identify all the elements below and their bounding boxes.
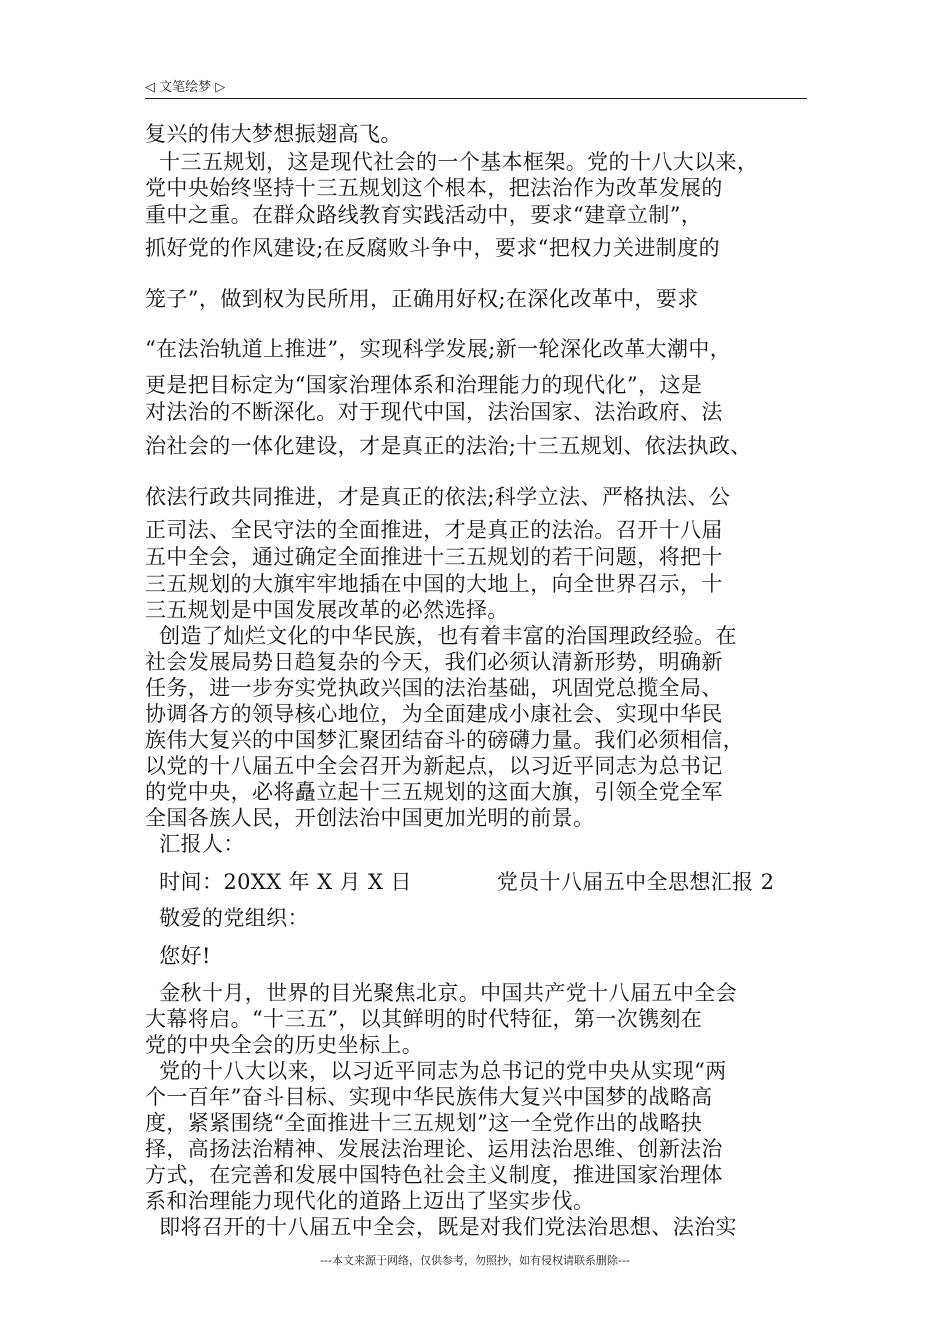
text-line: 方式，在完善和发展中国特色社会主义制度，推进国家治理体 bbox=[145, 1163, 723, 1187]
text-line: 度，紧紧围绕“全面推进十三五规划”这一全党作出的战略抉 bbox=[145, 1111, 703, 1135]
text-line: 择，高扬法治精神、发展法治理论、运用法治思维、创新法治 bbox=[145, 1137, 723, 1161]
text-line: 党中央始终坚持十三五规划这个根本，把法治作为改革发展的 bbox=[145, 176, 723, 200]
text-line: 个一百年”奋斗目标、实现中华民族伟大复兴中国梦的战略高 bbox=[145, 1085, 713, 1109]
text-line: “在法治轨道上推进”，实现科学发展;新一轮深化改革大潮中， bbox=[145, 337, 732, 361]
text-line: 的党中央，必将矗立起十三五规划的这面大旗，引领全党全军 bbox=[145, 780, 723, 804]
text-line: 协调各方的领导核心地位，为全面建成小康社会、实现中华民 bbox=[145, 702, 723, 726]
page-footer: ---本文来源于网络，仅供参考，勿照抄，如有侵权请联系删除--- bbox=[320, 1254, 630, 1267]
text-line: 创造了灿烂文化的中华民族，也有着丰富的治国理政经验。在 bbox=[145, 624, 737, 648]
text-line: 社会发展局势日趋复杂的今天，我们必须认清新形势，明确新 bbox=[145, 650, 723, 674]
text-line: 系和治理能力现代化的道路上迈出了坚实步伐。 bbox=[145, 1189, 595, 1213]
text-line: 三五规划的大旗牢牢地插在中国的大地上，向全世界召示，十 bbox=[145, 572, 723, 596]
text-line: 三五规划是中国发展改革的必然选择。 bbox=[145, 598, 509, 622]
text-line: 复兴的伟大梦想振翅高飞。 bbox=[145, 122, 402, 146]
text-line: 全国各族人民，开创法治中国更加光明的前景。 bbox=[145, 806, 595, 830]
text-line: 您好! bbox=[145, 944, 211, 968]
text-line: 汇报人： bbox=[145, 832, 245, 856]
text-line: 治社会的一体化建设，才是真正的法治;十三五规划、依法执政、 bbox=[145, 434, 752, 458]
header-brand: ◁ 文笔绘梦 ▷ bbox=[145, 80, 226, 95]
text-line: 重中之重。在群众路线教育实践活动中，要求“建章立制”， bbox=[145, 203, 703, 227]
text-line: 抓好党的作风建设;在反腐败斗争中，要求“把权力关进制度的 bbox=[145, 236, 721, 260]
text-line: 十三五规划，这是现代社会的一个基本框架。党的十八大以来， bbox=[145, 150, 759, 174]
text-line: 敬爱的党组织： bbox=[145, 906, 309, 930]
text-line: 即将召开的十八届五中全会，既是对我们党法治思想、法治实 bbox=[145, 1215, 737, 1239]
text-line: 笼子”，做到权为民所用，正确用好权;在深化改革中，要求 bbox=[145, 287, 699, 311]
text-line: 任务，进一步夯实党执政兴国的法治基础，巩固党总揽全局、 bbox=[145, 676, 723, 700]
text-line: 五中全会，通过确定全面推进十三五规划的若干问题，将把十 bbox=[145, 545, 723, 569]
text-line: 党的中央全会的历史坐标上。 bbox=[145, 1033, 424, 1057]
text-line: 以党的十八届五中全会召开为新起点，以习近平同志为总书记 bbox=[145, 754, 723, 778]
page-header bbox=[145, 70, 807, 99]
text-line: 党的十八大以来，以习近平同志为总书记的党中央从实现“两 bbox=[145, 1059, 727, 1083]
text-line: 大幕将启。“十三五”，以其鲜明的时代特征，第一次镌刻在 bbox=[145, 1007, 703, 1031]
text-line: 对法治的不断深化。对于现代中国，法治国家、法治政府、法 bbox=[145, 400, 723, 424]
text-line: 时间：20XX 年 X 月 X 日 党员十八届五中全思想汇报 2 bbox=[145, 870, 775, 894]
text-line: 族伟大复兴的中国梦汇聚团结奋斗的磅礴力量。我们必须相信， bbox=[145, 728, 745, 752]
text-line: 金秋十月，世界的目光聚焦北京。中国共产党十八届五中全会 bbox=[145, 981, 737, 1005]
text-line: 正司法、全民守法的全面推进，才是真正的法治。召开十八届 bbox=[145, 518, 723, 542]
text-line: 依法行政共同推进，才是真正的依法;科学立法、严格执法、公 bbox=[145, 485, 731, 509]
text-line: 更是把目标定为“国家治理体系和治理能力的现代化”，这是 bbox=[145, 373, 703, 397]
